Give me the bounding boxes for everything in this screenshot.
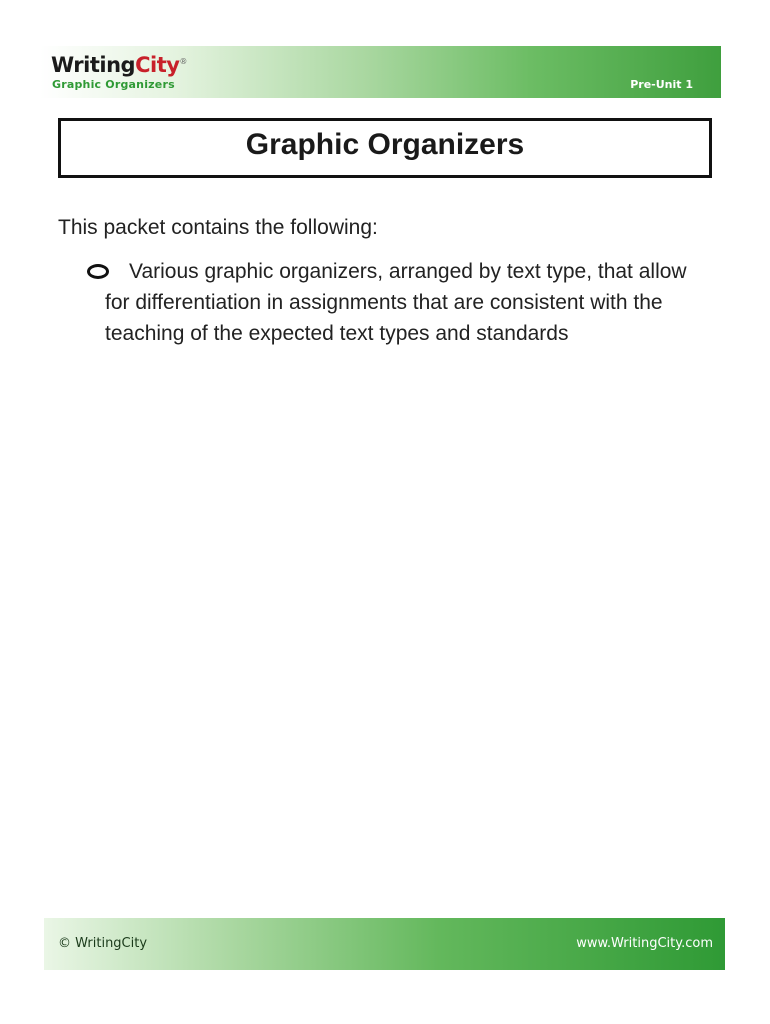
logo-text-city: City [135,53,180,77]
footer-copyright: © WritingCity [58,936,148,951]
header-section-label: Graphic Organizers [52,78,175,91]
intro-text: This packet contains the following: [58,216,378,239]
page-footer-band [44,918,725,970]
page-title: Graphic Organizers [245,128,525,161]
header-unit-label: Pre-Unit 1 [630,78,693,91]
logo-text-writing: Writing [51,53,136,77]
logo-registered-mark: ® [179,57,187,66]
bullet-item: Various graphic organizers, arranged by text type, that allow for differentiation in assignments that are consistent with the teaching of the expected text types and standards [105,260,687,345]
writingcity-logo [51,50,187,77]
page-header-band [40,46,721,98]
footer-website: www.WritingCity.com [576,936,713,951]
title-box [58,118,712,178]
